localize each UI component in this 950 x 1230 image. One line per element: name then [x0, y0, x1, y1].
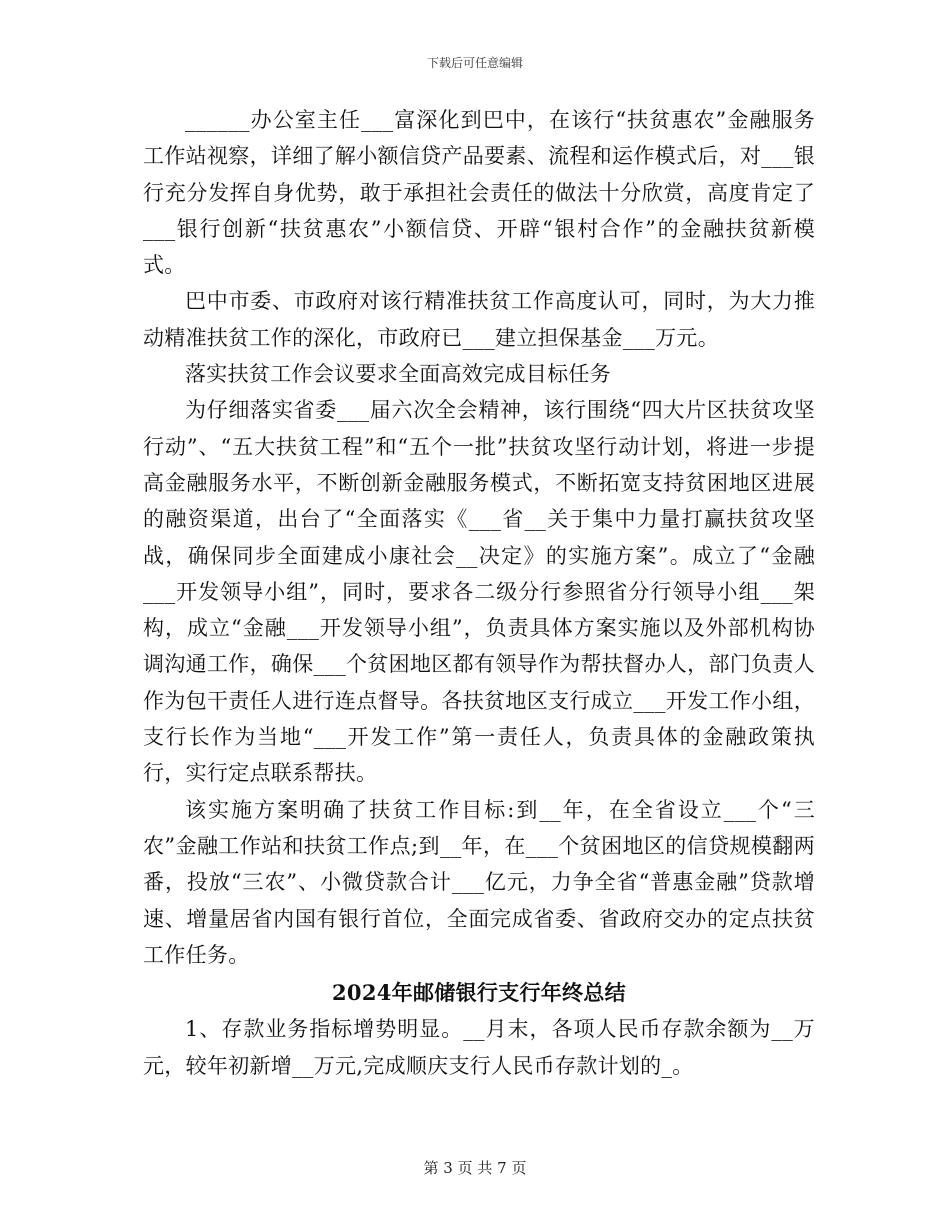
- paragraph-deposit-growth: 1、存款业务指标增势明显。__月末，各项人民币存款余额为__万元，较年初新增__万元,完成顺庆支行人民币存款计划的_。: [143, 1017, 815, 1078]
- paragraph-implementation-plan: 为仔细落实省委___届六次全会精神，该行围绕“四大片区扶贫攻坚行动”、“五大扶贫工程”和“五个一批”扶贫攻坚行动计划，将进一步提高金融服务水平，不断创新金融服务模式，不断拓宽支持贫困地区进展的融资渠道，出台了“全面落实《___省__关于集中力量打赢扶贫攻坚战，确保同步全面建成小康社会__决定》的实施方案”。成立了“金融___开发领导小组”，同时，要求各二级分行参照省分行领导小组___架构，成立“金融___开发领导小组”，负责具体方案实施以及外部机构协调沟通工作，确保___个贫困地区都有领导作为帮扶督办人，部门负责人作为包干责任人进行连点督导。各扶贫地区支行成立___开发工作小组，支行长作为当地“___开发工作”第一责任人，负责具体的金融政策执行，实行定点联系帮扶。: [143, 398, 815, 786]
- paragraph-subheading-implementation: 落实扶贫工作会议要求全面高效完成目标任务: [185, 362, 611, 387]
- page-footer: 第 3 页 共 7 页: [423, 1159, 527, 1177]
- paragraph-plan-targets: 该实施方案明确了扶贫工作目标:到__年，在全省设立___个“三农”金融工作站和扶贫工作点;到__年，在___个贫困地区的信贷规模翻两番，投放“三农”、小微贷款合计___亿元，力争全省“普惠金融”贷款增速、增量居省内国有银行首位，全面完成省委、省政府交办的定点扶贫工作任务。: [143, 797, 815, 967]
- document-body: [143, 102, 815, 1084]
- paragraph-inspection-visit: ______办公室主任___富深化到巴中，在该行“扶贫惠农”金融服务工作站视察，详细了解小额信贷产品要素、流程和运作模式后，对___银行充分发挥自身优势，敢于承担社会责任的做法十分欣赏，高度肯定了___银行创新“扶贫惠农”小额信贷、开辟“银村合作”的金融扶贫新模式。: [143, 108, 815, 278]
- section-title: 2024年邮储银行支行年终总结: [332, 980, 626, 1006]
- page-header: 下载后可任意编辑: [426, 56, 523, 70]
- paragraph-city-recognition: 巴中市委、市政府对该行精准扶贫工作高度认可，同时，为大力推动精准扶贫工作的深化，市政府已___建立担保基金___万元。: [143, 289, 815, 350]
